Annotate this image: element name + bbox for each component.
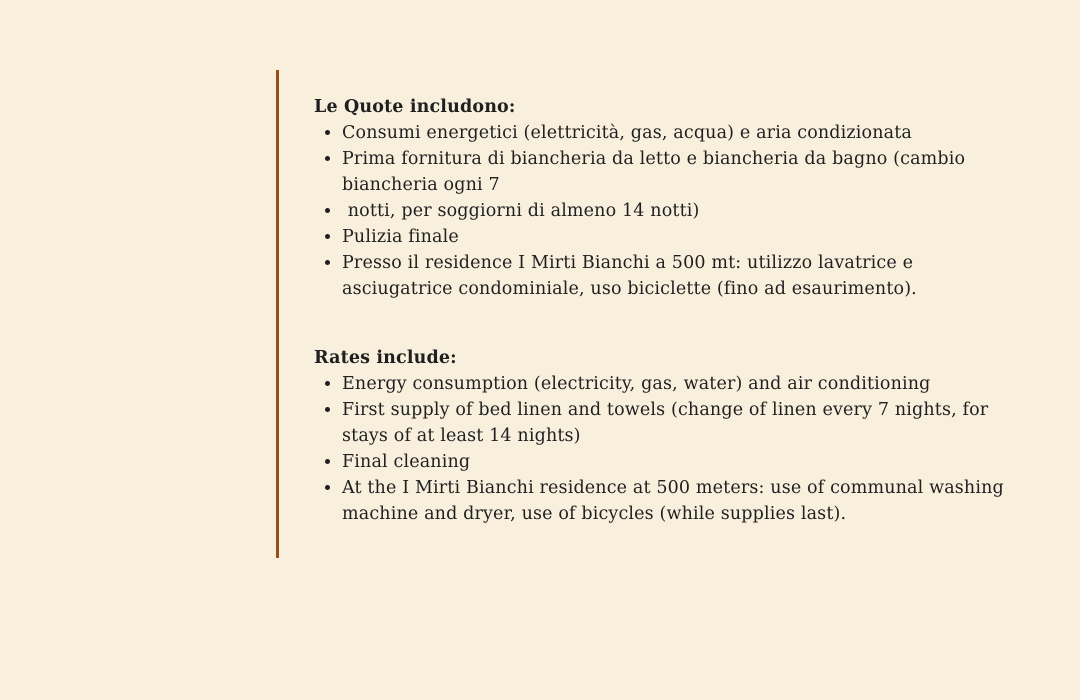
- list-item: • Consumi energetici (elettricità, gas, acqua) e aria condizionata: [342, 120, 1004, 146]
- english-heading: Rates include:: [314, 348, 457, 368]
- list-item: • Presso il residence I Mirti Bianchi a 500 mt: utilizzo lavatrice e asciugatrice condominiale, uso biciclette (fino ad esaurimento).: [342, 250, 1004, 302]
- list-item: • Pulizia finale: [342, 224, 1004, 250]
- english-list: [314, 371, 1004, 527]
- english-section: [314, 345, 1004, 527]
- list-item: • Prima fornitura di biancheria da letto e biancheria da bagno (cambio biancheria ogni 7: [342, 146, 1004, 198]
- italian-heading: Le Quote includono:: [314, 97, 516, 117]
- italian-list: [314, 120, 1004, 302]
- accent-bar: [276, 70, 279, 558]
- list-item: • Energy consumption (electricity, gas, water) and air conditioning: [342, 371, 1004, 397]
- rates-content: [314, 94, 1004, 527]
- list-item: • First supply of bed linen and towels (change of linen every 7 nights, for stays of at least 14 nights): [342, 397, 1004, 449]
- list-item: • At the I Mirti Bianchi residence at 500 meters: use of communal washing machine and dryer, use of bicycles (while supplies last).: [342, 475, 1004, 527]
- list-item: • notti, per soggiorni di almeno 14 notti): [342, 198, 1004, 224]
- italian-section: [314, 94, 1004, 302]
- list-item: • Final cleaning: [342, 449, 1004, 475]
